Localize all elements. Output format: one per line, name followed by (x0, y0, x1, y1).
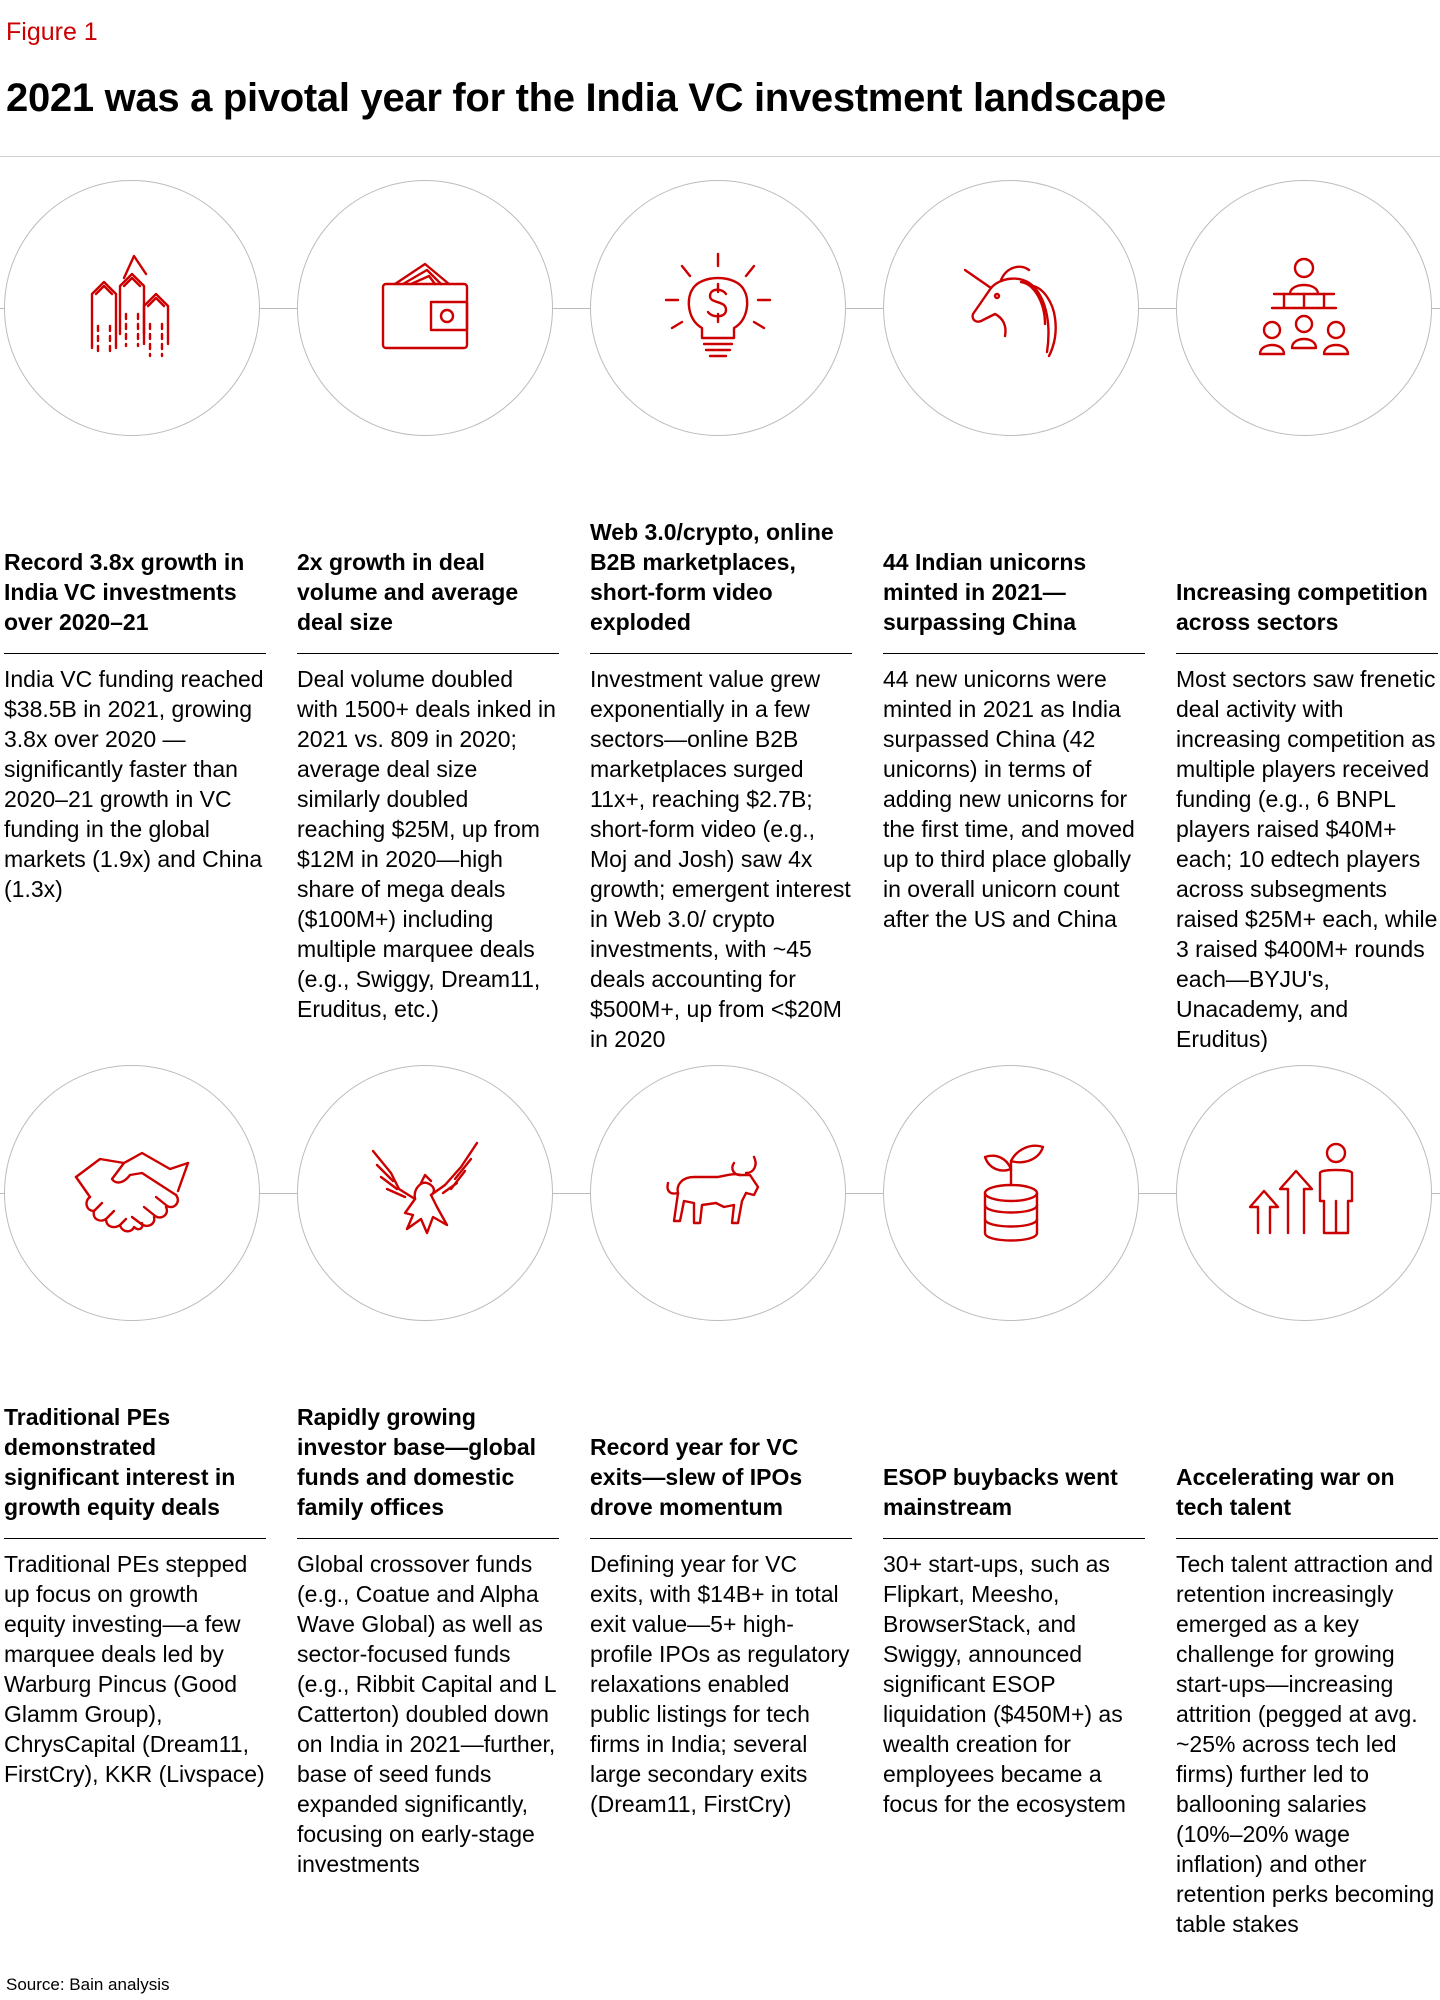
insight-heading: Web 3.0/crypto, online B2B marketplaces, short-form video exploded (590, 519, 834, 635)
insight-description: India VC funding reached $38.5B in 2021, growing 3.8x over 2020 —significantly faster than 2020–21 growth in VC funding in the global markets (1.9x) and China (1.3x) (4, 666, 264, 902)
bull-icon (658, 1133, 778, 1253)
handshake-icon (72, 1133, 192, 1253)
growth-arrows-icon (72, 248, 192, 368)
icon-circle (4, 180, 260, 436)
insight-description: Deal volume doubled with 1500+ deals inked in 2021 vs. 809 in 2020; average deal size similarly doubled reaching $25M, up from $12M in 2020—high share of mega deals ($100M+) including multiple marquee deals (e.g., Swiggy, Dream11, Eruditus, etc.) (297, 666, 556, 1022)
source-note: Source: Bain analysis (6, 1975, 170, 1994)
insight-heading: 44 Indian unicorns minted in 2021— surpassing China (883, 549, 1087, 635)
insight-card (1176, 442, 1438, 1054)
icon-circle (4, 1065, 260, 1321)
coin-stack-sprout-icon (951, 1133, 1071, 1253)
icon-circle (1176, 180, 1432, 436)
insight-card (4, 442, 266, 904)
insight-heading: Increasing competition across sectors (1176, 579, 1428, 635)
presenter-audience-icon (1244, 248, 1364, 368)
icon-circle (883, 1065, 1139, 1321)
insight-heading: Record year for VC exits—slew of IPOs drove momentum (590, 1434, 803, 1520)
insight-card (4, 1327, 266, 1789)
insight-card (883, 1327, 1145, 1819)
insight-card (297, 442, 559, 1024)
insight-description: Defining year for VC exits, with $14B+ in total exit value—5+ high-profile IPOs as regulatory relaxations enabled public listings for tech firms in India; several large secondary exits (Dream11, FirstCry) (590, 1551, 850, 1817)
icon-circle (590, 1065, 846, 1321)
wallet-icon (365, 248, 485, 368)
insight-heading: Rapidly growing investor base—global funds and domestic family offices (297, 1404, 537, 1520)
insight-description: Tech talent attraction and retention increasingly emerged as a key challenge for growing start-ups—increasing attrition (pegged at avg. ~25% across tech led firms) further led to ballooning salaries (10%–20% wage inflation) and other retention perks becoming table stakes (1176, 1551, 1435, 1937)
figure-title: 2021 was a pivotal year for the India VC investment landscape (6, 76, 1166, 120)
insight-description: Investment value grew exponentially in a few sectors—online B2B marketplaces surged 11x+, reaching $2.7B; short-form video (e.g., Moj and Josh) saw 4x growth; emergent interest in Web 3.0/ crypto investments, with ~45 deals accounting for $500M+, up from <$20M in 2020 (590, 666, 851, 1052)
icon-circle (1176, 1065, 1432, 1321)
insight-description: Most sectors saw frenetic deal activity with increasing competition as multiple players received funding (e.g., 6 BNPL players raised $40M+ each; 10 edtech players across subsegments raised $25M+ each, while 3 raised $400M+ rounds each—BYJU's, Unacademy, and Eruditus) (1176, 666, 1438, 1052)
title-divider (0, 156, 1440, 157)
icon-circle (297, 1065, 553, 1321)
insight-description: 30+ start-ups, such as Flipkart, Meesho, BrowserStack, and Swiggy, announced significant ESOP liquidation ($450M+) as wealth creation for employees became a focus for the ecosystem (883, 1551, 1126, 1817)
insight-card (590, 1327, 852, 1819)
insight-card (297, 1327, 559, 1879)
insight-card (1176, 1327, 1438, 1939)
figure-label: Figure 1 (6, 18, 98, 46)
person-arrows-icon (1244, 1133, 1364, 1253)
insight-heading: 2x growth in deal volume and average deal size (297, 549, 519, 635)
insight-heading: Record 3.8x growth in India VC investments over 2020–21 (4, 549, 245, 635)
eagle-icon (365, 1133, 485, 1253)
insight-heading: Accelerating war on tech talent (1176, 1464, 1395, 1520)
insight-description: 44 new unicorns were minted in 2021 as India surpassed China (42 unicorns) in terms of adding new unicorns for the first time, and moved up to third place globally in overall unicorn count after the US and China (883, 666, 1135, 932)
unicorn-icon (951, 248, 1071, 368)
lightbulb-dollar-icon (658, 248, 778, 368)
insight-card (590, 442, 852, 1054)
insight-heading: Traditional PEs demonstrated significant interest in growth equity deals (4, 1404, 236, 1520)
insight-description: Global crossover funds (e.g., Coatue and Alpha Wave Global) as well as sector-focused funds (e.g., Ribbit Capital and L Catterton) doubled down on India in 2021—further, base of seed funds expanded significantly, focusing on early-stage investments (297, 1551, 556, 1877)
icon-circle (883, 180, 1139, 436)
icon-circle (297, 180, 553, 436)
insight-card (883, 442, 1145, 934)
insight-description: Traditional PEs stepped up focus on growth equity investing—a few marquee deals led by Warburg Pincus (Good Glamm Group), ChrysCapital (Dream11, FirstCry), KKR (Livspace) (4, 1551, 265, 1787)
icon-circle (590, 180, 846, 436)
insight-heading: ESOP buybacks went mainstream (883, 1464, 1118, 1520)
